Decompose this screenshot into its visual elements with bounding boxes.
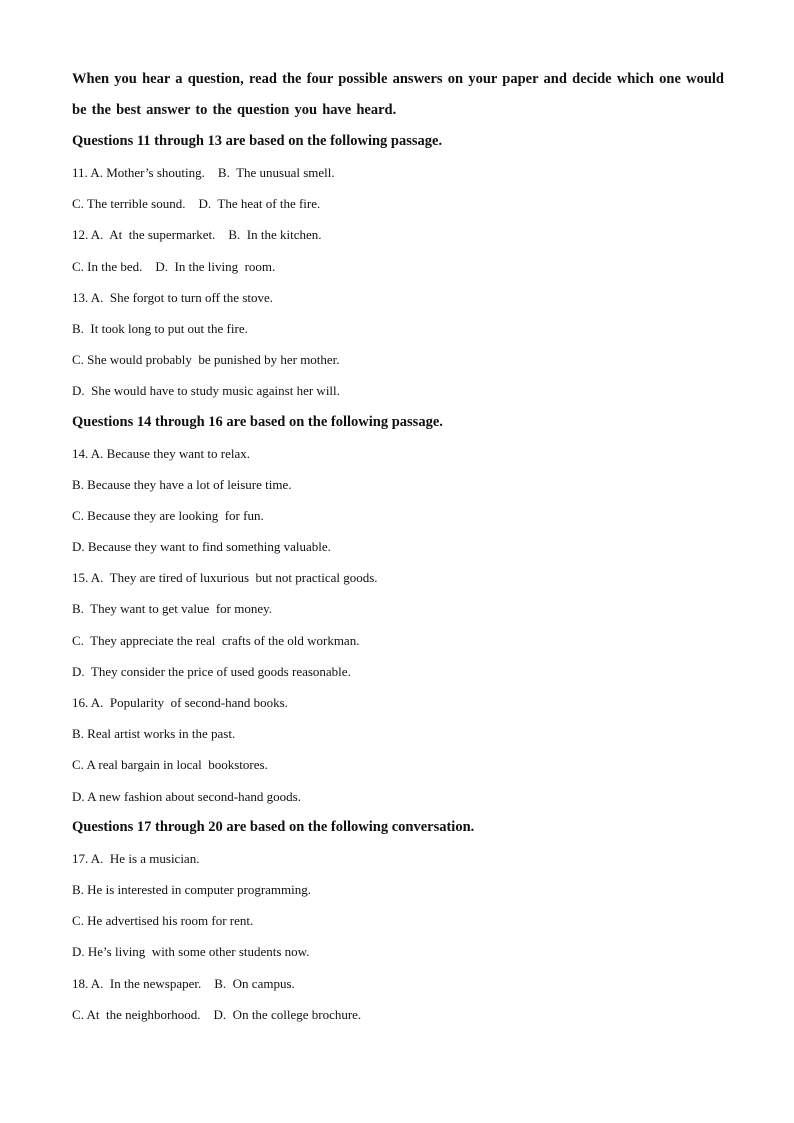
answer-option-line: 11. A. Mother’s shouting. B. The unusual smell. xyxy=(72,165,335,180)
answer-option-line: D. A new fashion about second-hand goods. xyxy=(72,788,301,804)
answer-option-line: C. She would probably be punished by her mother. xyxy=(72,352,340,368)
answer-option-line: 18. A. In the newspaper. B. On campus. xyxy=(72,975,295,991)
answer-option-line: B. Real artist works in the past. xyxy=(72,726,236,742)
answer-option-line: D. He’s living with some other students now. xyxy=(72,944,310,960)
answer-option-line: 14. A. Because they want to relax. xyxy=(72,445,250,461)
answer-option-line: 17. A. He is a musician. xyxy=(72,850,200,866)
section-3 xyxy=(72,812,724,1030)
section-title: Questions 14 through 16 are based on the following passage. xyxy=(72,413,443,430)
answer-option-line: 15. A. They are tired of luxurious but not practical goods. xyxy=(72,570,378,586)
answer-option-line: 13. A. She forgot to turn off the stove. xyxy=(72,289,274,305)
answer-option-line: B. They want to get value for money. xyxy=(72,601,273,617)
exam-page xyxy=(72,64,724,1030)
answer-option-line: B. Because they have a lot of leisure time. xyxy=(72,476,292,492)
answer-option-line: C. At the neighborhood. D. On the college brochure. xyxy=(72,1006,362,1022)
answer-option-line: C. In the bed. D. In the living room. xyxy=(72,258,276,274)
answer-option-line: C. A real bargain in local bookstores. xyxy=(72,757,268,773)
answer-option-line: B. He is interested in computer programming. xyxy=(72,881,312,897)
answer-option-line: C. The terrible sound. D. The heat of the fire. xyxy=(72,196,321,212)
instructions: When you hear a question, read the four possible answers on your paper and decide which one would be the best answer to the question you have heard. xyxy=(72,71,724,118)
section-title: Questions 17 through 20 are based on the following conversation. xyxy=(72,818,475,835)
section-title: Questions 11 through 13 are based on the following passage. xyxy=(72,133,443,149)
answer-option-line: C. Because they are looking for fun. xyxy=(72,507,264,523)
answer-option-line: D. She would have to study music against her will. xyxy=(72,383,340,399)
answer-option-line: C. He advertised his room for rent. xyxy=(72,913,254,929)
answer-option-line: B. It took long to put out the fire. xyxy=(72,320,248,336)
answer-option-line: C. They appreciate the real crafts of the old workman. xyxy=(72,632,360,648)
section-2 xyxy=(72,407,724,812)
answer-option-line: D. They consider the price of used goods reasonable. xyxy=(72,663,351,679)
section-1 xyxy=(72,126,724,407)
answer-option-line: 16. A. Popularity of second-hand books. xyxy=(72,695,288,710)
answer-option-line: D. Because they want to find something valuable. xyxy=(72,539,331,555)
answer-option-line: 12. A. At the supermarket. B. In the kitchen. xyxy=(72,227,322,243)
